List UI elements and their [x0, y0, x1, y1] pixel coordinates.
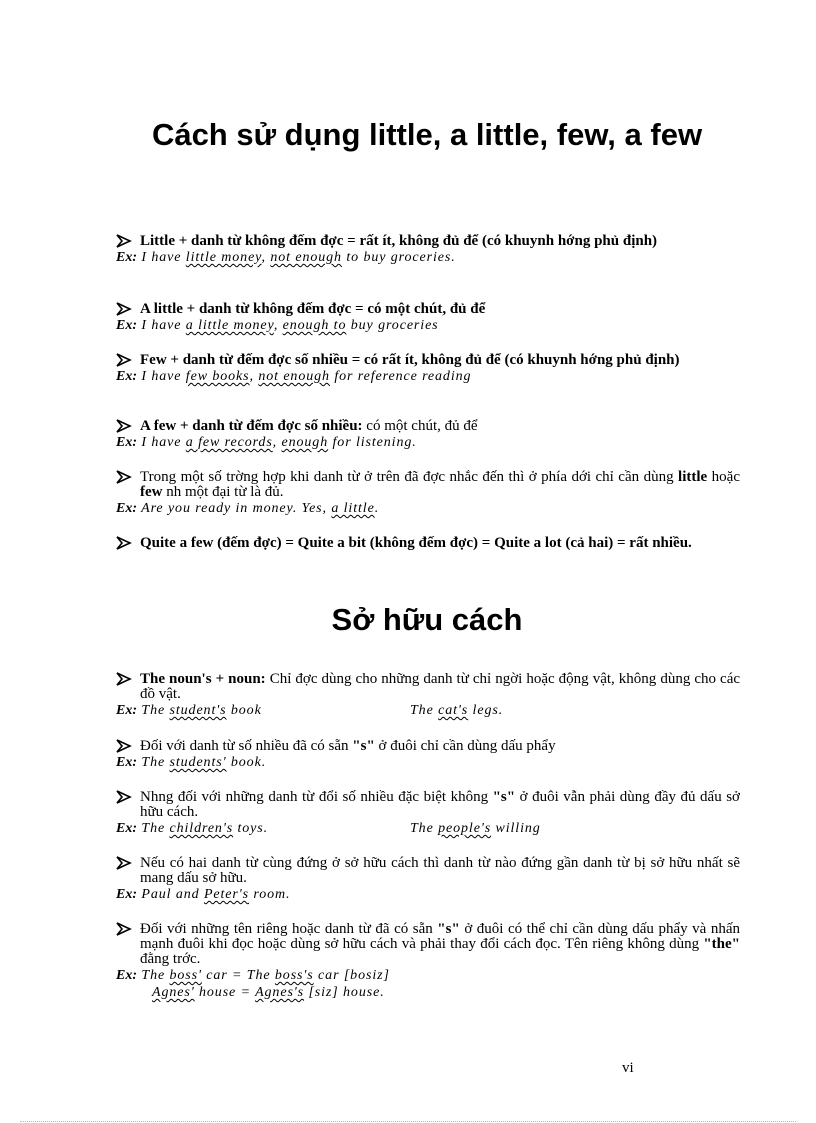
example-text: The — [137, 703, 170, 718]
example-underlined: a few records — [185, 435, 273, 450]
example-text: book. — [226, 755, 267, 770]
example-text: for reference reading — [329, 369, 472, 384]
example-line — [116, 820, 740, 837]
example-underlined: Agnes' — [152, 985, 195, 1000]
example-text: , — [273, 318, 283, 333]
example-text: car [bosiz] — [313, 968, 390, 983]
example-underlined: children's — [169, 821, 234, 836]
rule-text: Nếu có hai danh từ cùng đứng ở sở hữu cách thì danh từ nào đứng gần danh từ bị sở hữu nhất sẽ mang dấu sở hữu. — [140, 855, 740, 886]
rule-text: Đối với những tên riêng hoặc danh từ đã có sẵn — [140, 921, 438, 937]
example-underlined: people's — [438, 821, 492, 836]
example-text: [siz] house. — [304, 985, 385, 1000]
example-text: legs. — [468, 703, 504, 718]
arrow-bullet-icon — [116, 672, 136, 688]
example-text: , — [272, 435, 282, 450]
example-underlined: not enough — [258, 369, 330, 384]
arrow-bullet-icon — [116, 470, 136, 486]
example-label: Ex: — [116, 968, 137, 983]
section-title-little-few: Cách sử dụng little, a little, few, a few — [151, 117, 703, 152]
example-underlined: a little money — [185, 318, 274, 333]
rule-text: Trong một số trờng hợp khi danh từ ở trên đã đợc nhắc đến thì ở phía dới chỉ cần dùng — [140, 469, 679, 485]
example-text: The — [137, 968, 170, 983]
example-label: Ex: — [116, 887, 137, 902]
list-item — [116, 672, 740, 719]
rule-text: Đối với danh từ số nhiều đã có sẵn — [140, 738, 353, 754]
arrow-bullet-icon — [116, 419, 136, 435]
example-text: buy groceries — [346, 318, 439, 333]
example-underlined: boss' — [169, 968, 202, 983]
arrow-bullet-icon — [116, 353, 136, 369]
example-line — [116, 500, 740, 517]
section-title-possessive: Sở hữu cách — [331, 602, 523, 637]
example-underlined: not enough — [270, 250, 342, 265]
example-text: Paul and — [137, 887, 204, 902]
rule-text: Quite a few (đếm đợc) = Quite a bit (không đếm đợc) = Quite a lot (cả hai) = rất nhiều. — [140, 535, 692, 551]
example-text: Are you ready in money. Yes, — [137, 501, 332, 516]
example-label: Ex: — [116, 703, 137, 718]
rule-text-rest: có một chút, đủ để — [362, 418, 478, 434]
rule-text: nh một đại từ là đủ. — [162, 484, 284, 500]
rule-text: Little + danh từ không đếm đợc — [140, 233, 344, 249]
rule-text: đằng trớc. — [140, 951, 201, 967]
rule-text: ở đuôi vẫn phải dùng đầy đủ dấu sở hữu cách. — [140, 789, 740, 820]
example-line — [116, 984, 740, 1001]
example-text: car = The — [201, 968, 275, 983]
arrow-bullet-icon — [116, 856, 136, 872]
rule-text: ở đuôi có thể chỉ cần dùng dấu phẩy và nhấn mạnh đuôi khi đọc hoặc dùng sở hữu cách và phải thay đổi cách đọc. Tên riêng không dùng — [140, 921, 740, 952]
example-text: house = — [194, 985, 256, 1000]
list-item — [116, 922, 740, 1001]
example-line — [116, 434, 740, 451]
list-item — [116, 470, 740, 517]
example-line — [116, 249, 740, 266]
rule-keyword: "s" — [437, 921, 460, 937]
example-text: I have — [137, 250, 186, 265]
example-underlined: boss's — [274, 968, 314, 983]
example-text: I have — [137, 369, 186, 384]
example-text: I have — [137, 318, 186, 333]
example-line — [116, 754, 740, 771]
rule-text-rest: = rất ít, không đủ để (có khuynh hớng phủ định) — [343, 233, 658, 249]
rule-keyword: "s" — [352, 738, 375, 754]
list-item — [116, 419, 740, 451]
list-item — [116, 739, 740, 771]
example-text: I have — [137, 435, 186, 450]
example-text: room. — [249, 887, 291, 902]
arrow-bullet-icon — [116, 302, 136, 318]
list-item — [116, 790, 740, 837]
list-item — [116, 234, 740, 266]
rule-text: A few + danh từ đếm đợc số nhiều: — [140, 418, 363, 434]
example-text: The — [410, 821, 439, 836]
example-line — [116, 702, 740, 719]
rule-text: A little + danh từ không đếm đợc = có một chút, đủ để — [140, 301, 486, 317]
example-text: The — [410, 703, 439, 718]
example-line — [116, 317, 740, 334]
example-underlined: Agnes's — [255, 985, 305, 1000]
example-label: Ex: — [116, 821, 137, 836]
example-underlined: few books — [185, 369, 250, 384]
example-underlined: enough to — [282, 318, 347, 333]
example-text: , — [249, 369, 259, 384]
example-label: Ex: — [116, 318, 137, 333]
example-text: toys. — [233, 821, 269, 836]
rule-text: Few + danh từ đếm đợc số nhiều = có rất ít, không đủ để (có khuynh hớng phủ định) — [140, 352, 680, 368]
page-number: vi — [622, 1060, 634, 1076]
example-line — [116, 967, 740, 984]
arrow-bullet-icon — [116, 739, 136, 755]
list-item — [116, 536, 740, 551]
rule-keyword: little — [678, 469, 708, 485]
example-underlined: a little — [331, 501, 375, 516]
example-underlined: little money — [185, 250, 262, 265]
example-label: Ex: — [116, 501, 137, 516]
list-item — [116, 353, 740, 385]
example-text: for listening. — [328, 435, 417, 450]
rule-text: Nhng đối với những danh từ đổi số nhiều đặc biệt không — [140, 789, 493, 805]
example-text: book — [226, 703, 262, 718]
rule-text-rest: Chỉ đợc dùng cho những danh từ chỉ ngời hoặc động vật, không dùng cho các đồ vật. — [140, 671, 741, 702]
rule-keyword: "s" — [492, 789, 516, 805]
example-text: The — [137, 755, 170, 770]
example-line — [116, 368, 740, 385]
arrow-bullet-icon — [116, 234, 136, 250]
arrow-bullet-icon — [116, 790, 136, 806]
example-second — [410, 702, 503, 719]
example-underlined: enough — [281, 435, 329, 450]
list-item — [116, 302, 740, 334]
rule-keyword: "the" — [703, 936, 740, 952]
example-label: Ex: — [116, 369, 137, 384]
example-text: willing — [491, 821, 541, 836]
example-text: , — [261, 250, 271, 265]
arrow-bullet-icon — [116, 536, 136, 552]
example-text: to buy groceries. — [341, 250, 456, 265]
example-second — [410, 820, 541, 837]
example-text: The — [137, 821, 170, 836]
example-underlined: Peter's — [203, 887, 250, 902]
example-label: Ex: — [116, 435, 137, 450]
example-line — [116, 886, 740, 903]
example-underlined: student's — [169, 703, 227, 718]
example-label: Ex: — [116, 250, 137, 265]
arrow-bullet-icon — [116, 922, 136, 938]
rule-text: The noun's + noun: — [140, 671, 266, 687]
example-label: Ex: — [116, 755, 137, 770]
example-text: . — [374, 501, 380, 516]
rule-keyword: few — [140, 484, 163, 500]
example-underlined: cat's — [438, 703, 469, 718]
rule-text: ở đuôi chỉ cần dùng dấu phẩy — [374, 738, 556, 754]
rule-text: hoặc — [707, 469, 740, 485]
list-item — [116, 856, 740, 903]
example-underlined: students' — [169, 755, 227, 770]
